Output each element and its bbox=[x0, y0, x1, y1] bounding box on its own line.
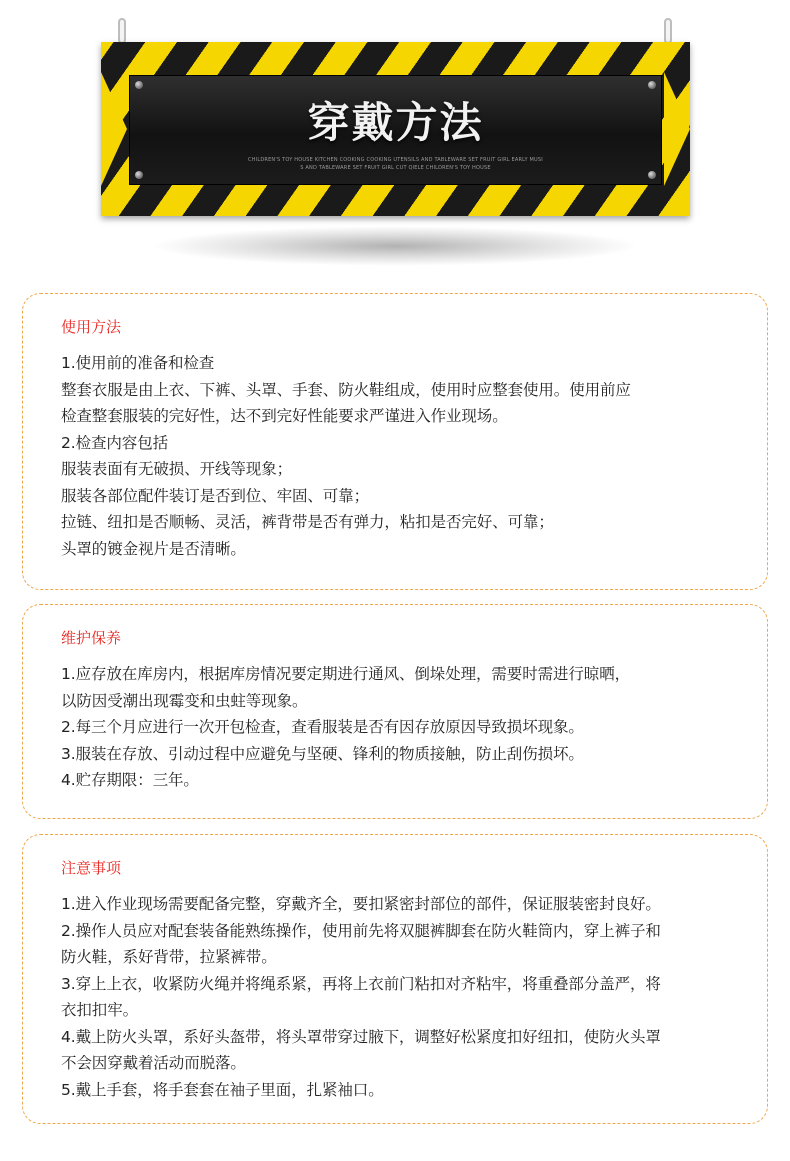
text-line: 服装表面有无破损、开线等现象； bbox=[61, 460, 293, 478]
text-line: 1.进入作业现场需要配备完整，穿戴齐全，要扣紧密封部位的部件，保证服装密封良好。 bbox=[61, 895, 661, 913]
screw-icon bbox=[135, 81, 143, 89]
text-line: 整套衣服是由上衣、下裤、头罩、手套、防火鞋组成，使用时应整套使用。使用前应 bbox=[61, 380, 631, 399]
text-line: 头罩的镀金视片是否清晰。 bbox=[61, 539, 246, 558]
hazard-stripe-sign bbox=[101, 42, 690, 216]
text-line: 不会因穿戴着活动而脱落。 bbox=[61, 1054, 246, 1072]
text-line: 防火鞋，系好背带，拉紧裤带。 bbox=[61, 948, 277, 966]
screw-icon bbox=[648, 171, 656, 179]
banner-subtitle-line-1: CHILDREN'S TOY HOUSE KITCHEN COOKING COOKING UTENSILS AND TABLEWARE SET FRUIT GIRL EARLY MUSI bbox=[248, 157, 543, 163]
arrow-left-icon bbox=[101, 72, 127, 186]
text-line: 2.操作人员应对配套装备能熟练操作，使用前先将双腿裤脚套在防火鞋筒内，穿上裤子和 bbox=[61, 921, 661, 940]
section-body bbox=[61, 661, 767, 794]
text-line: 1.应存放在库房内，根据库房情况要定期进行通风、倒垛处理，需要时需进行晾晒， bbox=[61, 665, 630, 683]
banner-subtitle-line-2: S AND TABLEWARE SET FRUIT GIRL CUT QIELE CHILDREN'S TOY HOUSE bbox=[300, 165, 491, 171]
banner-shadow bbox=[150, 226, 640, 266]
text-line: 检查整套服装的完好性，达不到完好性能要求严谨进入作业现场。 bbox=[61, 407, 508, 425]
title-plate bbox=[129, 75, 662, 185]
section-maintenance bbox=[22, 604, 768, 819]
text-line: 以防因受潮出现霉变和虫蛀等现象。 bbox=[61, 691, 308, 710]
section-usage bbox=[22, 293, 768, 590]
section-body bbox=[61, 350, 767, 562]
arrow-right-icon bbox=[664, 72, 690, 186]
section-title: 维护保养 bbox=[61, 629, 122, 647]
text-line: 衣扣扣牢。 bbox=[61, 1001, 139, 1019]
section-precautions bbox=[22, 834, 768, 1124]
banner-subtitle bbox=[190, 156, 601, 172]
text-line: 服装各部位配件装订是否到位、牢固、可靠； bbox=[61, 486, 370, 505]
text-line: 3.服装在存放、引动过程中应避免与坚硬、锋利的物质接触，防止刮伤损坏。 bbox=[61, 744, 584, 763]
page-title: 穿戴方法 bbox=[307, 98, 484, 147]
header-banner bbox=[0, 0, 790, 275]
section-title: 使用方法 bbox=[61, 318, 122, 336]
text-line: 3.穿上上衣，收紧防火绳并将绳系紧，再将上衣前门粘扣对齐粘牢，将重叠部分盖严，将 bbox=[61, 974, 661, 993]
text-line: 1.使用前的准备和检查 bbox=[61, 354, 215, 372]
section-title: 注意事项 bbox=[61, 859, 122, 877]
text-line: 4.戴上防火头罩，系好头盔带，将头罩带穿过腋下，调整好松紧度扣好纽扣，使防火头罩 bbox=[61, 1027, 661, 1046]
text-line: 2.检查内容包括 bbox=[61, 433, 168, 452]
screw-icon bbox=[135, 171, 143, 179]
screw-icon bbox=[648, 81, 656, 89]
text-line: 拉链、纽扣是否顺畅、灵活，裤背带是否有弹力，粘扣是否完好、可靠； bbox=[61, 513, 554, 531]
section-body bbox=[61, 891, 767, 1103]
text-line: 2.每三个月应进行一次开包检查，查看服装是否有因存放原因导致损坏现象。 bbox=[61, 718, 584, 736]
text-line: 4.贮存期限：三年。 bbox=[61, 771, 199, 789]
text-line: 5.戴上手套，将手套套在袖子里面，扎紧袖口。 bbox=[61, 1080, 384, 1099]
